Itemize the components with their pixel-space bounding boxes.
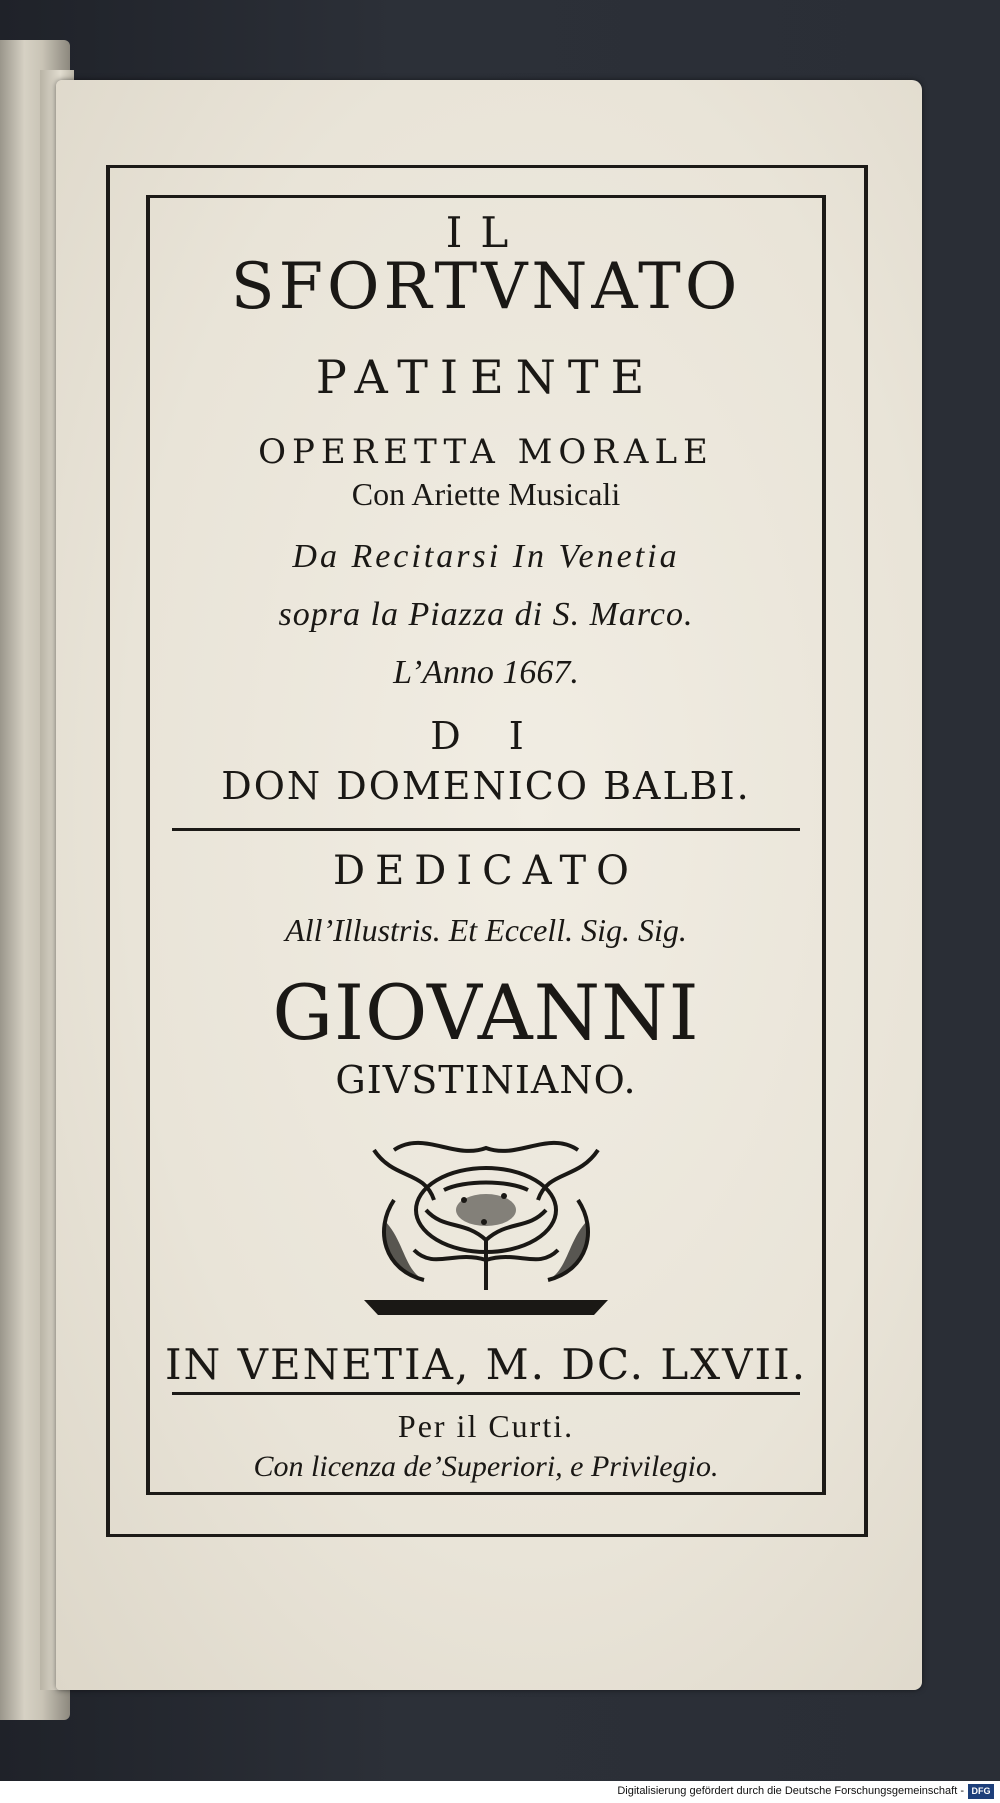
main-title-second: PATIENTE <box>315 350 657 404</box>
performance-location-line: sopra la Piazza di S. Marco. <box>278 596 694 633</box>
dfg-logo: DFG <box>968 1784 994 1799</box>
divider-rule-bottom <box>172 1392 800 1395</box>
dedicatee-titles: All’Illustris. Et Eccell. Sig. Sig. <box>285 912 687 948</box>
dedicatee-name: GIOVANNI <box>272 968 700 1057</box>
article-text: IL <box>445 208 527 257</box>
subtitle-line: Con Ariette Musicali <box>351 476 621 512</box>
dedication-heading: DEDICATO <box>333 848 639 894</box>
by-line: D I <box>430 714 542 758</box>
digitization-credit: Digitalisierung gefördert durch die Deutsche Forschungsgemeinschaft - <box>617 1785 964 1797</box>
printer-line: Per il Curti. <box>397 1408 575 1444</box>
title-page-content <box>154 200 818 1490</box>
license-line: Con licenza de’Superiori, e Privilegio. <box>253 1450 719 1483</box>
year-line: L’Anno 1667. <box>393 654 579 691</box>
author-name: DON DOMENICO BALBI. <box>221 764 751 808</box>
divider-rule-top <box>172 828 800 831</box>
performance-place-line: Da Recitarsi In Venetia <box>292 538 680 575</box>
dedicatee-surname: GIVSTINIANO. <box>335 1058 637 1102</box>
flower-woodcut-icon <box>354 1130 618 1320</box>
genre-line: OPERETTA MORALE <box>258 432 714 472</box>
main-title: SFORTVNATO <box>230 250 742 324</box>
imprint-line: IN VENETIA, M. DC. LXVII. <box>164 1340 808 1389</box>
